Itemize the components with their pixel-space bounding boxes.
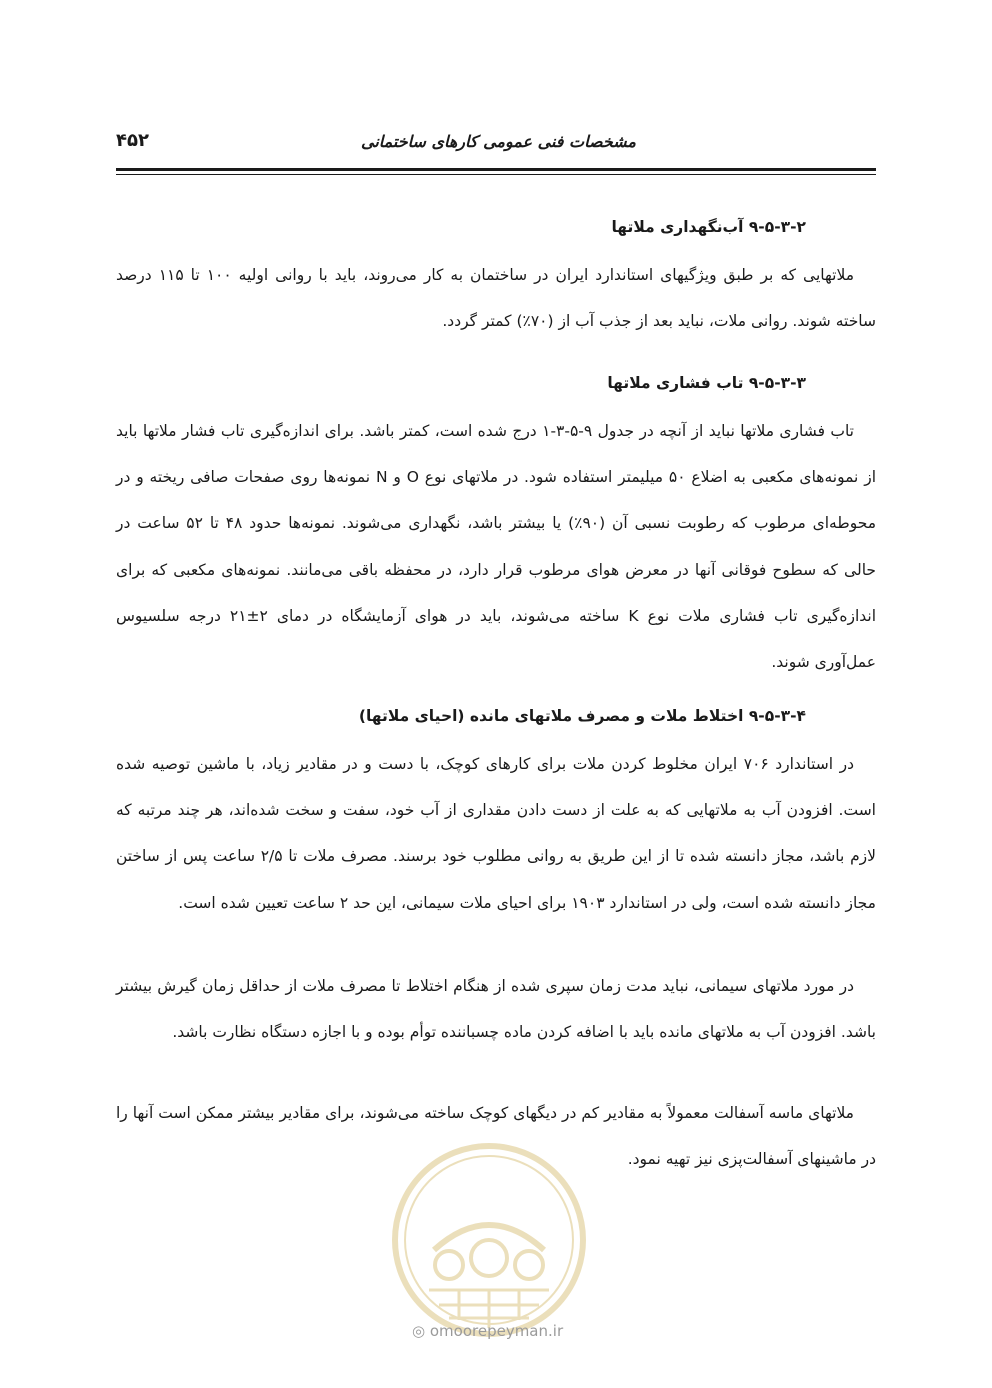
paragraph: در استاندارد ۷۰۶ ایران مخلوط کردن ملات برای کارهای کوچک، با دست و در مقادیر زیاد، با ماشین توصیه شده است. افزودن آب به ملاتهایی که به علت از دست دادن مقداری از آب خود، سفت و سخت شده‌اند، هر چند مرتبه که لازم باشد، مجاز دانسته شده تا از این طریق به روانی مطلوب خود برسند. مصرف ملات تا ۲/۵ ساعت پس از ساختن مجاز دانسته شده است، ولی در استاندارد ۱۹۰۳ برای احیای ملات سیمانی، این حد ۲ ساعت تعیین شده است.	[116, 755, 876, 912]
watermark-logo	[389, 1140, 589, 1340]
paragraph: تاب فشاری ملاتها نباید از آنچه در جدول ۹-۵-۳-۱ درج شده است، کمتر باشد. برای اندازه‌گیری تاب فشار ملاتها باید از نمونه‌های مکعبی به اضلاع ۵۰ میلیمتر استفاده شود. در ملاتهای نوع O و N نمونه‌ها روی صفحات صافی ریخته و در محوطه‌ای مرطوب که رطوبت نسبی آن (۹۰٪) یا بیشتر باشد، نگهداری می‌شوند. نمونه‌ها حدود ۴۸ تا ۵۲ ساعت در حالی که سطوح فوقانی آنها در معرض هوای مرطوب قرار دارد، در محفظه باقی می‌مانند. نمونه‌های مکعبی که برای اندازه‌گیری تاب فشاری ملات نوع K ساخته می‌شوند، باید در هوای آزمایشگاه در دمای ۲±۲۱ درجه سلسیوس عمل‌آوری شوند.	[116, 422, 877, 672]
section-heading: ۹-۵-۳-۲ آب‌نگهداری ملاتها	[611, 218, 806, 236]
header-rule-thin	[116, 174, 876, 175]
header-rule-thick	[116, 168, 876, 171]
header-title: مشخصات فنی عمومی کارهای ساختمانی	[360, 132, 636, 151]
section-heading: ۹-۵-۳-۴ اختلاط ملات و مصرف ملاتهای مانده (احیای ملاتها)	[358, 707, 806, 725]
section-heading: ۹-۵-۳-۳ تاب فشاری ملاتها	[607, 374, 806, 392]
running-header	[116, 128, 876, 158]
page-number: ۴۵۲	[116, 130, 149, 151]
paragraph: ملاتهای ماسه آسفالت معمولاً به مقادیر کم در دیگهای کوچک ساخته می‌شوند، برای مقادیر بیشتر ممکن است آنها را در ماشینهای آسفالت‌پزی نیز تهیه نمود.	[116, 1104, 876, 1169]
paragraph: ملاتهایی که بر طبق ویژگیهای استاندارد ایران در ساختمان به کار می‌روند، باید با روانی اولیه ۱۰۰ تا ۱۱۵ درصد ساخته شوند. روانی ملات، نباید بعد از جذب آب از (۷۰٪) کمتر گردد.	[116, 266, 876, 331]
paragraph: در مورد ملاتهای سیمانی، نباید مدت زمان سپری شده از هنگام اختلاط تا مصرف ملات از حداقل زمان گیرش بیشتر باشد. افزودن آب به ملاتهای مانده باید با اضافه کردن ماده چسباننده توأم بوده و با اجازه دستگاه نظارت باشد.	[116, 977, 876, 1042]
watermark-url: ◎ omoorepeyman.ir	[412, 1322, 564, 1340]
